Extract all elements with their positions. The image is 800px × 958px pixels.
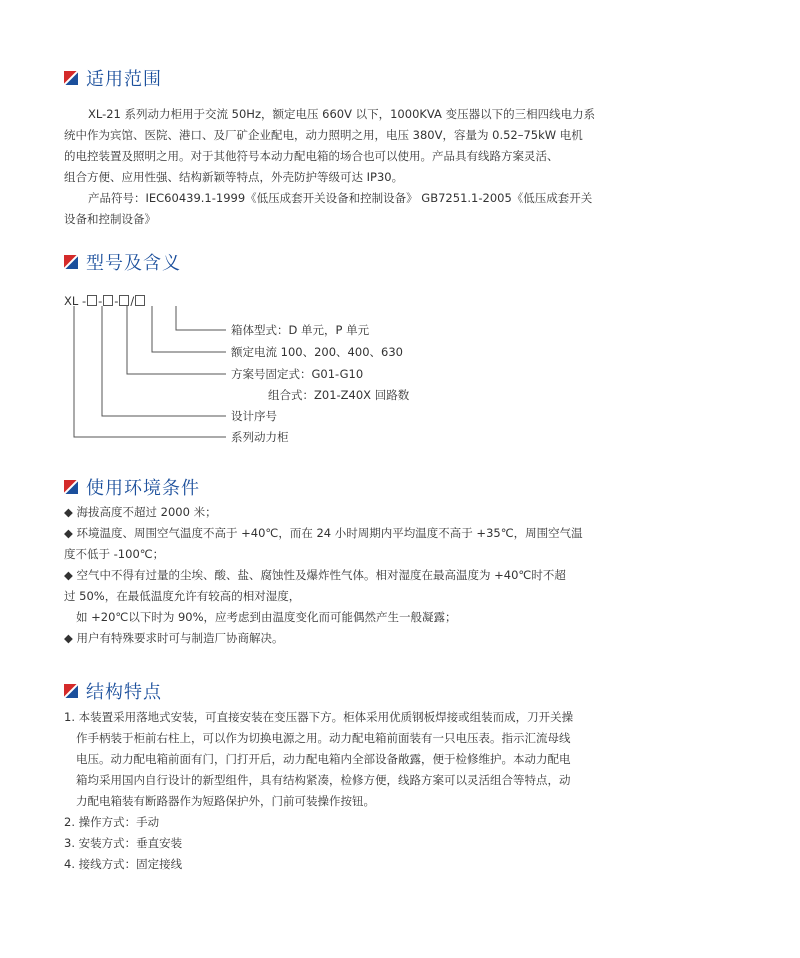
label-design-number: 设计序号: [231, 409, 277, 423]
list-item: 4. 接线方式：固定接线: [64, 857, 183, 871]
section-title-text: 适用范围: [86, 69, 162, 90]
text-line: 度不低于 -100℃；: [64, 547, 165, 561]
list-item: 2. 操作方式：手动: [64, 815, 160, 829]
separator: -: [81, 294, 87, 308]
separator: -: [114, 294, 119, 308]
label-rated-current: 额定电流 100、200、400、630: [231, 345, 403, 359]
label-box-type: 箱体型式：D 单元，P 单元: [231, 323, 370, 337]
section-title-text: 型号及含义: [86, 253, 181, 274]
text-line: 如 +20℃以下时为 90%，应考虑到由温度变化而可能偶然产生一般凝露；: [76, 610, 457, 624]
text-line: 统中作为宾馆、医院、港口、及厂矿企业配电，动力照明之用，电压 380V，容量为 0.52–75kW 电机: [64, 128, 583, 142]
structure-list: [64, 707, 604, 875]
separator: -: [98, 294, 103, 308]
text-line: 箱均采用国内自行设计的新型组件，具有结构紧凑，检修方便，线路方案可以灵活组合等特点，动: [76, 773, 571, 787]
text-line: 组合方便、应用性强、结构新颖等特点，外壳防护等级可达 IP30。: [64, 170, 404, 184]
list-item: ◆ 环境温度、周围空气温度不高于 +40℃，而在 24 小时周期内平均温度不高于 +35℃，周围空气温: [64, 526, 583, 540]
separator: /: [130, 294, 135, 308]
text-line: 产品符号：IEC60439.1-1999《低压成套开关设备和控制设备》 GB7251.1-2005《低压成套开关: [88, 191, 593, 205]
section-title-environment: [64, 474, 200, 500]
text-line: 力配电箱装有断路器作为短路保护外，门前可装操作按钮。: [76, 794, 375, 808]
list-item: ◆ 海拔高度不超过 2000 米；: [64, 505, 217, 519]
label-series: 系列动力柜: [231, 430, 289, 444]
list-item: ◆ 空气中不得有过量的尘埃、酸、盐、腐蚀性及爆炸性气体。相对湿度在最高温度为 +40℃时不超: [64, 568, 566, 582]
text-line: 电压。动力配电箱前面有门，门打开后，动力配电箱内全部设备敞露，便于检修维护。本动力配电: [76, 752, 571, 766]
list-item: ◆ 用户有特殊要求时可与制造厂协商解决。: [64, 631, 284, 645]
section-marker-icon: [64, 480, 78, 494]
section-title-text: 使用环境条件: [86, 478, 200, 499]
label-fixed-scheme: 方案号固定式：G01-G10: [231, 367, 364, 381]
text-line: 过 50%，在最低温度允许有较高的相对湿度，: [64, 589, 301, 603]
label-combined-scheme: 组合式：Z01-Z40X 回路数: [268, 388, 410, 402]
section-marker-icon: [64, 684, 78, 698]
text-line: 设备和控制设备》: [64, 212, 156, 226]
list-item: 1. 本装置采用落地式安装，可直接安装在变压器下方。柜体采用优质钢板焊接或组装而成，刀开关操: [64, 710, 574, 724]
list-item: 3. 安装方式：垂直安装: [64, 836, 183, 850]
text-line: 的电控装置及照明之用。对于其他符号本动力配电箱的场合也可以使用。产品具有线路方案灵活、: [64, 149, 559, 163]
section-title-structure: [64, 678, 162, 704]
environment-list: [64, 502, 604, 649]
section-title-text: 结构特点: [86, 682, 162, 703]
text-line: 作手柄装于柜前右柱上，可以作为切换电源之用。动力配电箱前面装有一只电压表。指示汇流母线: [76, 731, 571, 745]
model-prefix: XL: [64, 294, 79, 308]
text-line: XL-21 系列动力柜用于交流 50Hz，额定电压 660V 以下，1000KVA 变压器以下的三相四线电力系: [88, 107, 596, 121]
